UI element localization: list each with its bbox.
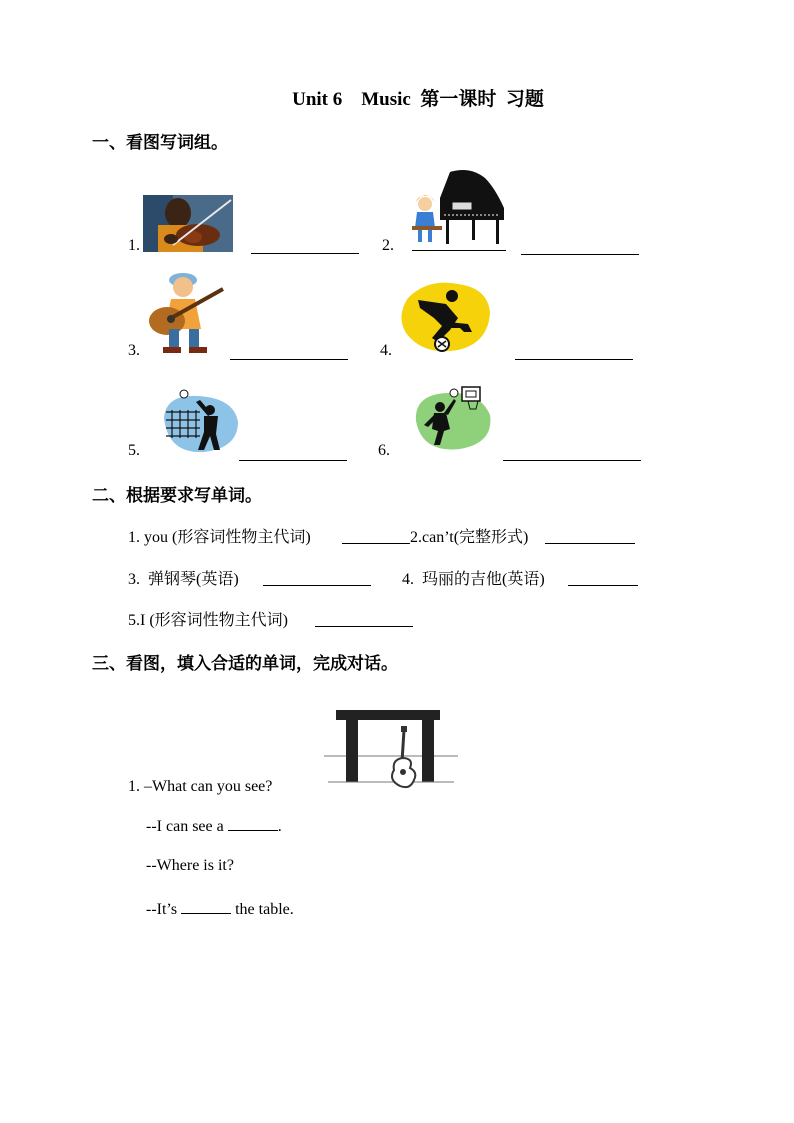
q2-answer-line[interactable] <box>545 543 635 544</box>
q3-answer-line[interactable] <box>263 585 371 586</box>
volleyball-player-icon <box>158 388 240 456</box>
answer-line-6[interactable] <box>503 460 641 461</box>
answer-line-3[interactable] <box>230 359 348 360</box>
basketball-player-icon <box>410 385 496 455</box>
dialog-line-2 <box>146 816 282 836</box>
q3-prompt: 3. 弹钢琴(英语) <box>128 571 239 588</box>
boy-guitar-icon <box>143 267 227 355</box>
q1-prompt: 1. you (形容词性物主代词) <box>128 529 311 546</box>
answer-line-5[interactable] <box>239 460 347 461</box>
dialog-line-2-end: . <box>277 818 282 835</box>
dialog-line-4 <box>146 899 294 919</box>
page-title: Unit 6 Music 第一课时 习题 <box>292 89 544 110</box>
dialog-line-4-end: the table. <box>231 901 294 918</box>
item4-number: 4. <box>380 342 392 359</box>
answer-line-1[interactable] <box>251 253 359 254</box>
section3-heading: 三、看图，填入合适的单词，完成对话。 <box>92 654 398 673</box>
item3-number: 3. <box>128 342 140 359</box>
section1-heading: 一、看图写词组。 <box>92 133 228 152</box>
dialog-blank-1[interactable] <box>228 816 278 831</box>
q5-answer-line[interactable] <box>315 626 413 627</box>
violin-player-icon <box>143 195 233 252</box>
q4-prompt: 4. 玛丽的吉他(英语) <box>402 571 545 588</box>
soccer-player-icon <box>398 278 492 356</box>
item5-number: 5. <box>128 442 140 459</box>
dialog-line-2-text: --I can see a <box>146 818 228 835</box>
item2-number: 2. <box>382 237 394 254</box>
q2-prompt: 2.can’t(完整形式) <box>410 529 529 546</box>
dialog-line-1: 1. –What can you see? <box>128 778 273 795</box>
dialog-line-3: --Where is it? <box>146 857 234 874</box>
girl-piano-icon <box>410 168 506 248</box>
dialog-line-4-text: --It’s <box>146 901 182 918</box>
dialog-blank-2[interactable] <box>181 899 231 914</box>
q1-answer-line[interactable] <box>342 543 410 544</box>
section2-heading: 二、根据要求写单词。 <box>92 486 262 505</box>
answer-line-2[interactable] <box>521 254 639 255</box>
item6-number: 6. <box>378 442 390 459</box>
piano-underline <box>412 250 506 251</box>
q4-answer-line[interactable] <box>568 585 638 586</box>
q5-prompt: 5.I (形容词性物主代词) <box>128 612 288 629</box>
item1-number: 1. <box>128 237 140 254</box>
guitar-under-table-icon <box>322 700 460 792</box>
answer-line-4[interactable] <box>515 359 633 360</box>
